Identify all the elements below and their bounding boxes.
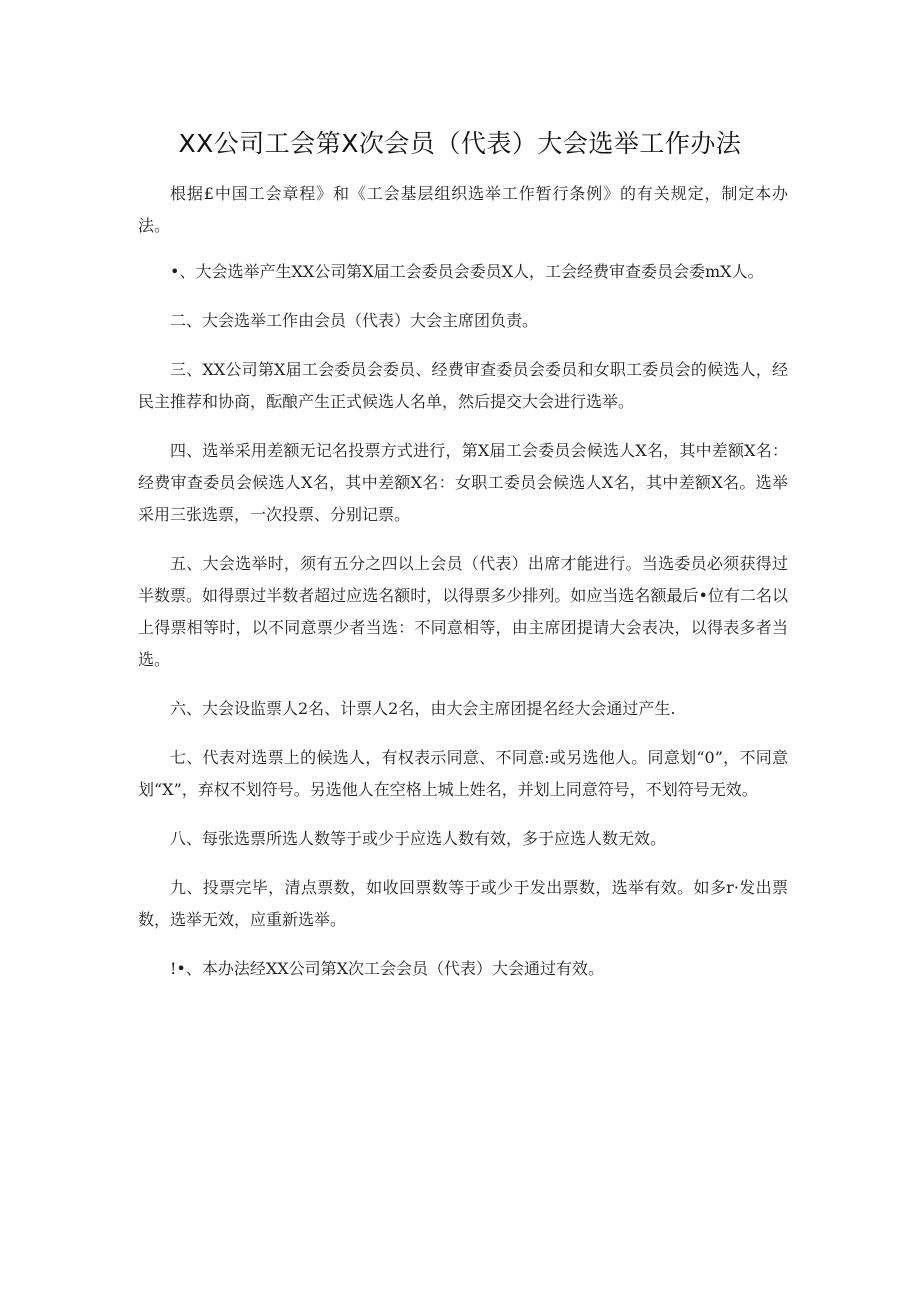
- paragraph-10: !•、本办法经XX公司第X次工会会员（代表）大会通过有效。: [170, 959, 605, 978]
- paragraph-4: 四、选举采用差额无记名投票方式进行，第X届工会委员会候选人X名，其中差额X名：经费审查委员会候选人X名，其中差额X名：女职工委员会候选人X名，其中差额X名。选举采用三张选票，一次投票、分别记票。: [138, 441, 788, 524]
- document-body: [138, 178, 788, 1002]
- paragraph-1: •、大会选举产生XX公司第X届工会委员会委员X人，工会经费审查委员会委mX人。: [170, 262, 764, 281]
- paragraph-3: 三、XX公司第X届工会委员会委员、经费审查委员会委员和女职工委员会的候选人，经民主推荐和协商，酝酿产生正式候选人名单，然后提交大会进行选举。: [138, 360, 788, 411]
- paragraph-6: 六、大会设监票人2名、计票人2名，由大会主席团提名经大会通过产生.: [170, 699, 676, 718]
- paragraph-5: 五、大会选举时，须有五分之四以上会员（代表）出席才能进行。当选委员必须获得过半数票。如得票过半数者超过应选名额时，以得票多少排列。如应当选名额最后•位有二名以上得票相等时，以不同意票少者当选：不同意相等，由主席团提请大会表决，以得表多者当选。: [138, 554, 788, 669]
- paragraph-2: 二、大会选举工作由会员（代表）大会主席团负责。: [170, 311, 539, 330]
- paragraph-preamble: 根据£中国工会章程》和《工会基层组织选举工作暂行条例》的有关规定，制定本办法。: [138, 184, 788, 235]
- paragraph-8: 八、每张选票所选人数等于或少于应选人数有效，多于应选人数无效。: [170, 829, 667, 848]
- paragraph-7: 七、代表对选票上的候选人，有权表示同意、不同意:或另选他人。同意划“0”，不同意划“X”，弃权不划符号。另选他人在空格上城上姓名，并划上同意符号，不划符号无效。: [138, 748, 788, 799]
- document-title: XX公司工会第X次会员（代表）大会选举工作办法: [178, 129, 742, 158]
- paragraph-9: 九、投票完毕，清点票数，如收回票数等于或少于发出票数，选举有效。如多r·发出票数，选举无效，应重新选举。: [138, 878, 788, 929]
